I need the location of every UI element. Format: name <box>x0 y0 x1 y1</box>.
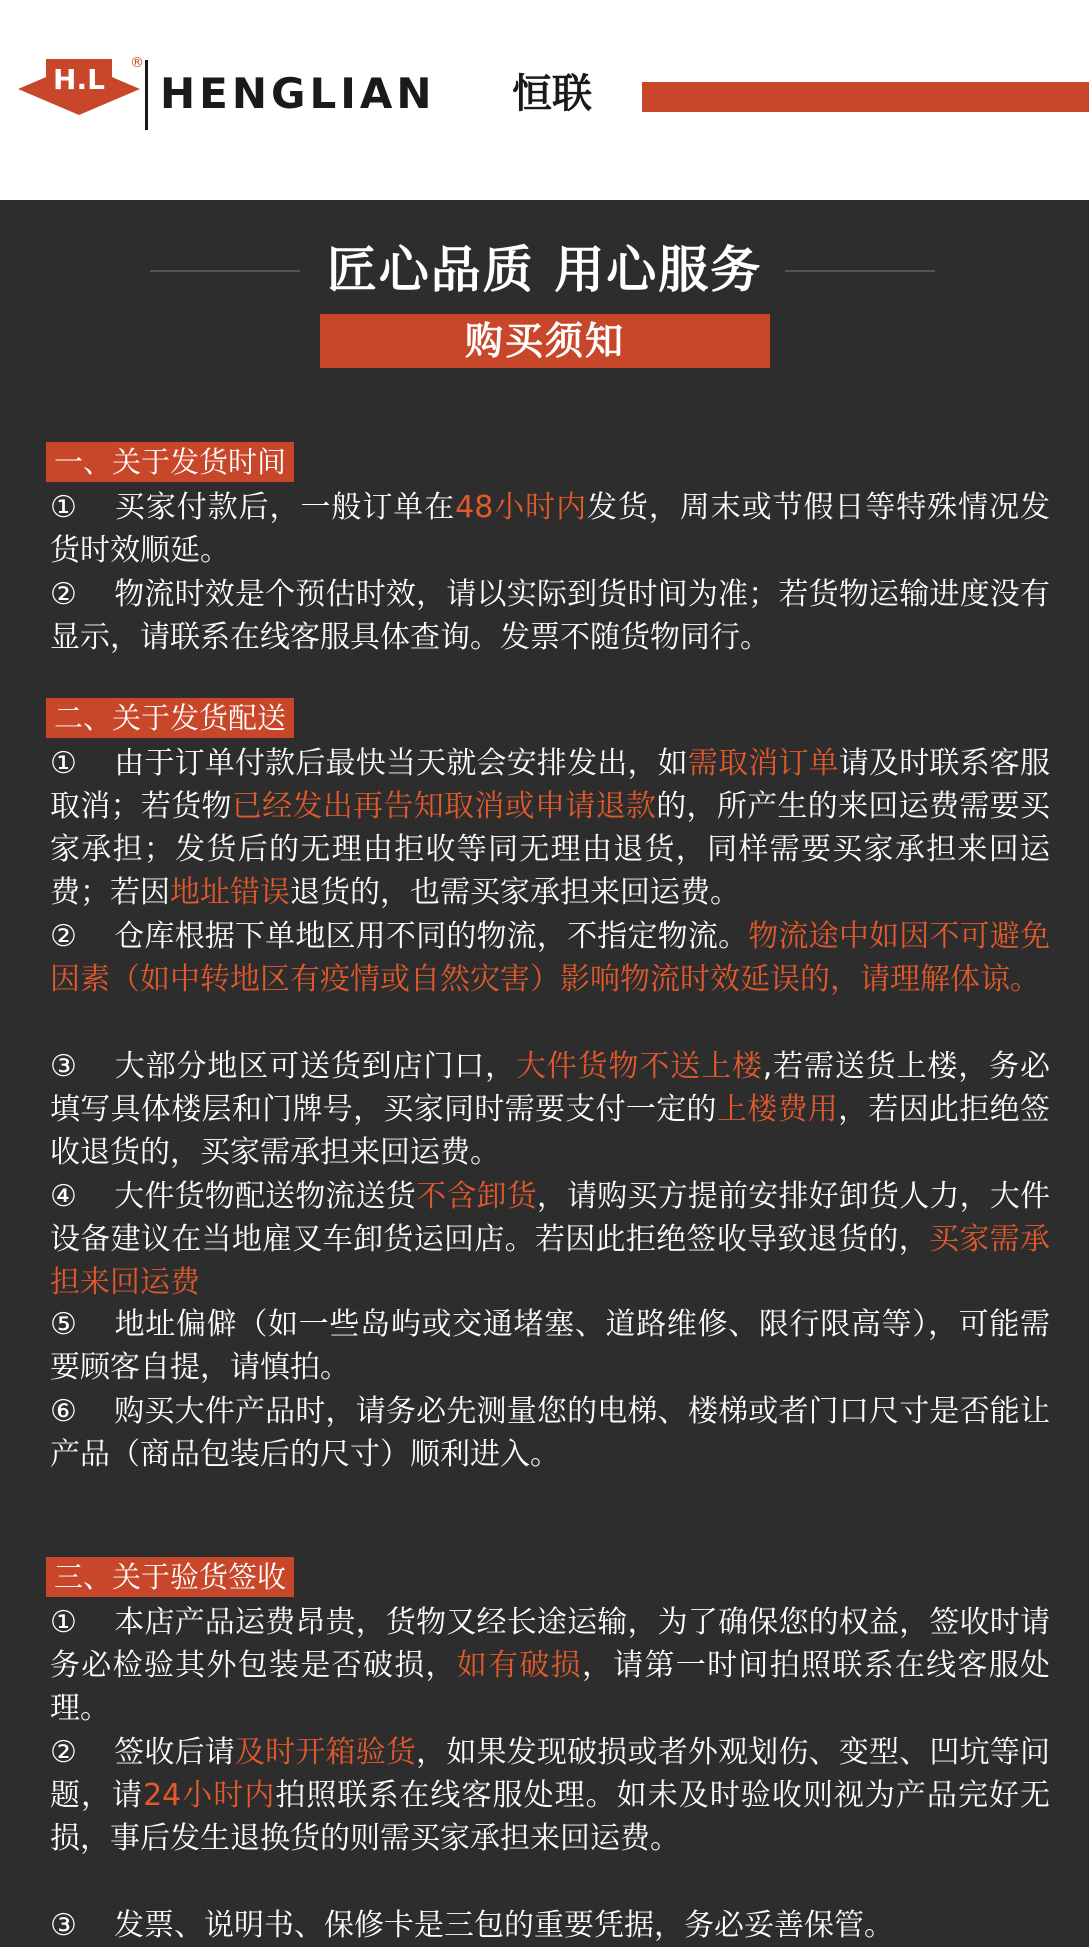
item-number: ① <box>50 746 77 781</box>
svg-text:H.L: H.L <box>53 63 105 96</box>
item-text: 大部分地区可送货到店门口， <box>114 1049 516 1084</box>
item-text: 的，所产生的来回运费需要买家承担；发货后的无理由拒收等同无理由退货，同样需要买家承担来回运费；若因 <box>50 789 1050 910</box>
highlighted-text: 需取消订单 <box>687 746 839 781</box>
item-text: 仓库根据下单地区用不同的物流，不指定物流。 <box>114 919 749 954</box>
item-text: 发票、说明书、保修卡是三包的重要凭据，务必妥善保管。 <box>114 1908 894 1943</box>
highlighted-text: 24小时内 <box>143 1778 276 1813</box>
item-text: 物流时效是个预估时效，请以实际到货时间为准；若货物运输进度没有显示，请联系在线客服具体查询。发票不随货物同行。 <box>50 577 1050 655</box>
item-number: ① <box>50 1605 77 1640</box>
notice-item <box>50 1601 1050 1730</box>
item-text: 拍照联系在线客服处理。如未及时验收则视为产品完好无损，事后发生退换货的则需买家承担来回运费。 <box>50 1778 1051 1856</box>
item-text: 本店产品运费昂贵，货物又经长途运输，为了确保您的权益，签收时请务必检验其外包装是否破损， <box>50 1605 1050 1683</box>
notice-item <box>50 915 1050 1001</box>
brand-name-english: HENGLIAN <box>160 69 436 118</box>
section-heading: 一、关于发货时间 <box>46 442 294 482</box>
notice-item <box>50 1303 1050 1389</box>
brand-name-chinese: 恒联 <box>512 71 592 117</box>
highlighted-text: 大件货物不送上楼 <box>515 1049 763 1084</box>
highlighted-text: 物流途中如因不可避免因素（如中转地区有疫情或自然灾害）影响物流时效延误的，请理解体谅。 <box>50 919 1051 997</box>
slogan-title: 匠心品质 用心服务 <box>326 241 763 299</box>
notice-item <box>50 1731 1050 1860</box>
item-text: 签收后请 <box>114 1735 235 1770</box>
section-heading: 二、关于发货配送 <box>46 698 294 738</box>
highlighted-text: 买家需承担来回运费 <box>50 1222 1050 1300</box>
item-text: 购买大件产品时，请务必先测量您的电梯、楼梯或者门口尺寸是否能让产品（商品包装后的尺寸）顺利进入。 <box>50 1394 1050 1472</box>
highlighted-text: 如有破损 <box>456 1648 582 1683</box>
notice-item <box>50 486 1050 572</box>
notice-item <box>50 1175 1050 1304</box>
item-text: 买家付款后，一般订单在 <box>114 490 456 525</box>
brand-accent-bar <box>642 82 1089 112</box>
item-number: ③ <box>50 1049 77 1084</box>
highlighted-text: 地址错误 <box>170 875 290 910</box>
item-number: ② <box>50 1735 77 1770</box>
henglian-logo-icon <box>18 55 144 121</box>
item-text: ，请购买方提前安排好卸货人力，大件设备建议在当地雇叉车卸货运回店。若因此拒绝签收导致退货的， <box>50 1179 1051 1257</box>
item-text: 退货的，也需买家承担来回运费。 <box>290 875 740 910</box>
notice-item <box>50 1045 1050 1174</box>
item-text: 由于订单付款后最快当天就会安排发出，如 <box>114 746 688 781</box>
item-number: ① <box>50 490 77 525</box>
notice-item <box>50 1390 1050 1476</box>
item-number: ⑥ <box>50 1394 77 1429</box>
notice-item <box>50 742 1050 914</box>
highlighted-text: 已经发出再告知取消或申请退款 <box>231 789 657 824</box>
item-text: 大件货物配送物流送货 <box>114 1179 417 1214</box>
highlighted-text: 48小时内 <box>455 490 588 525</box>
highlighted-text: 及时开箱验货 <box>234 1735 417 1770</box>
item-text: ，如果发现破损或者外观划伤、变型、凹坑等问题，请 <box>50 1735 1051 1813</box>
notice-item <box>50 1904 1050 1947</box>
highlighted-text: 上楼费用 <box>716 1092 839 1127</box>
item-text: ，请第一时间拍照联系在线客服处理。 <box>50 1648 1051 1726</box>
section-heading: 三、关于验货签收 <box>46 1557 294 1597</box>
item-text: 发货，周末或节假日等特殊情况发货时效顺延。 <box>50 490 1050 568</box>
brand-header <box>0 0 1089 200</box>
item-number: ② <box>50 919 77 954</box>
item-number: ⑤ <box>50 1307 77 1342</box>
logo-divider <box>145 60 148 130</box>
highlighted-text: 不含卸货 <box>416 1179 537 1214</box>
item-number: ④ <box>50 1179 77 1214</box>
item-text: 请及时联系客服取消；若货物 <box>50 746 1051 824</box>
purchase-notice-badge: 购买须知 <box>320 314 770 368</box>
item-text: 地址偏僻（如一些岛屿或交通堵塞、道路维修、限行限高等），可能需要顾客自提，请慎拍。 <box>50 1307 1050 1385</box>
item-text: ,若需送货上楼，务必填写具体楼层和门牌号，买家同时需要支付一定的 <box>50 1049 1050 1127</box>
notice-item <box>50 573 1050 659</box>
notice-panel <box>0 200 1089 1943</box>
item-number: ③ <box>50 1908 77 1943</box>
svg-text:®: ® <box>130 55 144 71</box>
item-number: ② <box>50 577 77 612</box>
item-text: ，若因此拒绝签收退货的，买家需承担来回运费。 <box>50 1092 1050 1170</box>
